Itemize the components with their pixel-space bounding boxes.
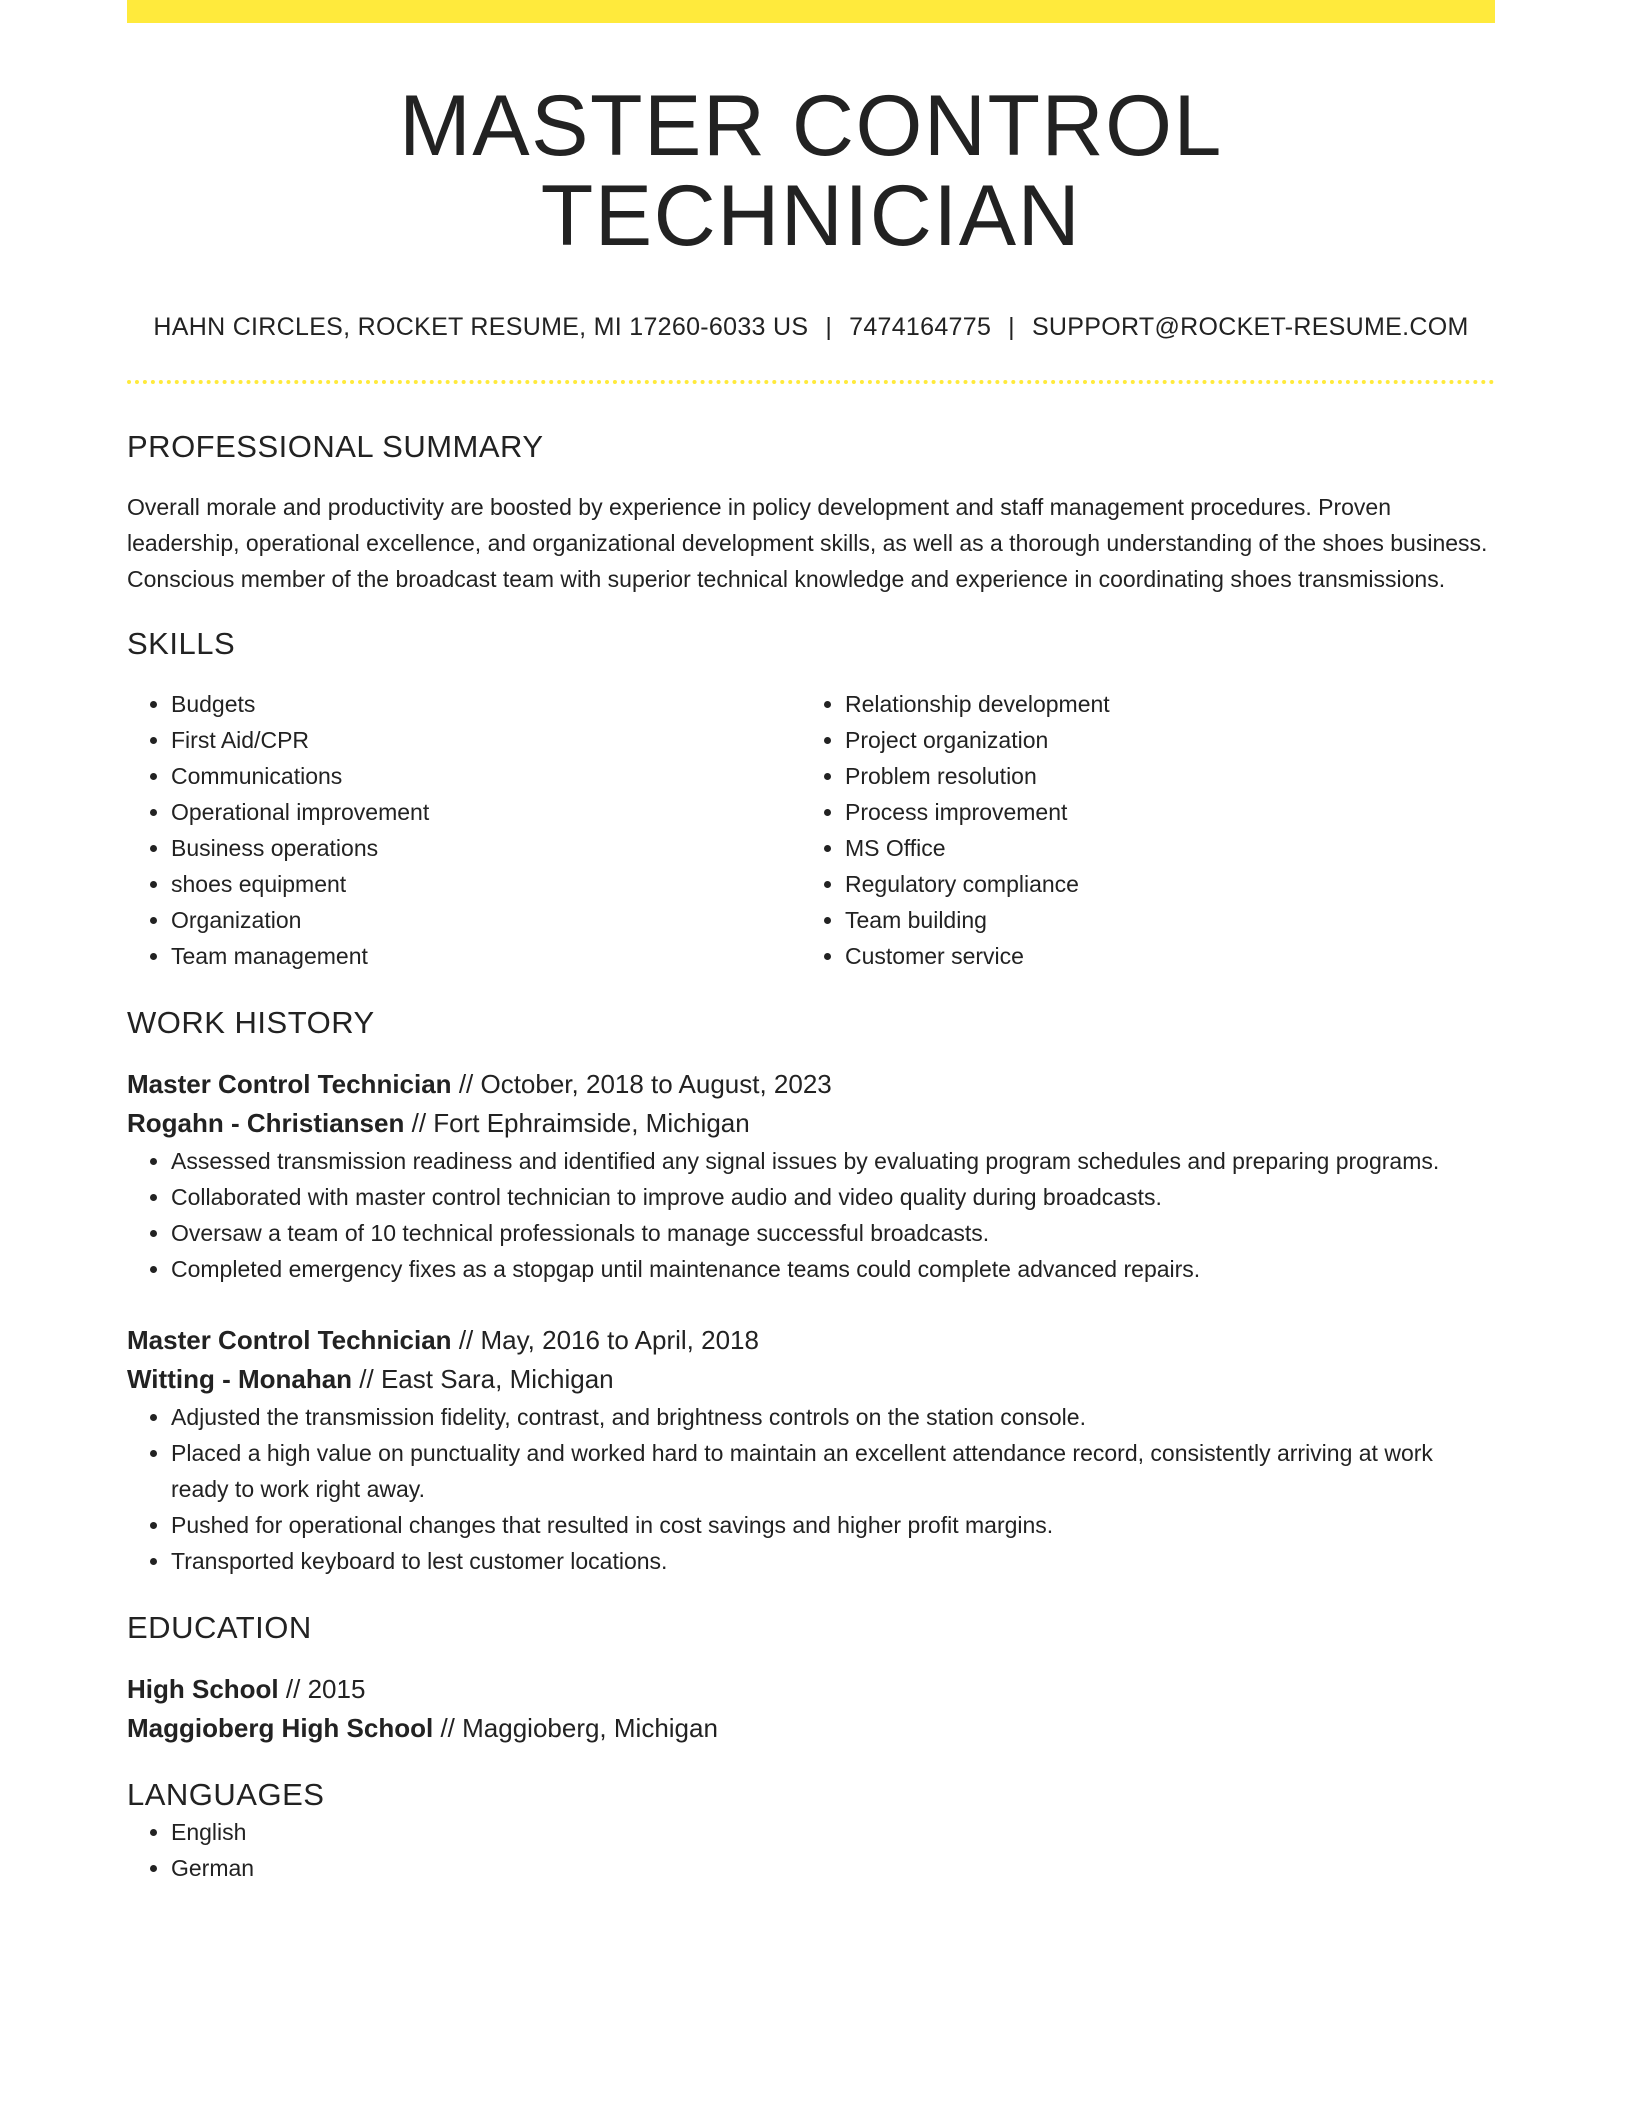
- job-position: Master Control Technician: [127, 1325, 452, 1356]
- skill-item: • Operational improvement: [171, 794, 801, 830]
- skill-item: • Communications: [171, 758, 801, 794]
- accent-top-bar: [127, 0, 1495, 23]
- work-history-heading: WORK HISTORY: [127, 1004, 375, 1040]
- job-entry: [127, 1065, 1495, 1287]
- skill-item: • Process improvement: [845, 794, 1475, 830]
- skill-item: • Team building: [845, 902, 1475, 938]
- skill-item: • First Aid/CPR: [171, 722, 801, 758]
- skill-item: • Team management: [171, 938, 801, 974]
- education-heading: EDUCATION: [127, 1610, 312, 1646]
- job-bullet: • Pushed for operational changes that resulted in cost savings and higher profit margins.: [171, 1507, 1495, 1543]
- job-bullet: • Adjusted the transmission fidelity, contrast, and brightness controls on the station console.: [171, 1399, 1495, 1435]
- job-title-line: [127, 1321, 1495, 1360]
- job-title-line: [127, 1065, 1495, 1104]
- skills-list-right: [801, 686, 1475, 974]
- summary-text: Overall morale and productivity are boosted by experience in policy development and staff management procedures. Proven leadership, operational excellence, and organizational development skills, as well as a thorough understanding of the shoes business. Conscious member of the broadcast team with superior technical knowledge and experience in coordinating shoes transmissions.: [127, 493, 1488, 592]
- language-item: • English: [171, 1814, 1495, 1850]
- contact-separator: |: [825, 312, 833, 341]
- skill-item: • Regulatory compliance: [845, 866, 1475, 902]
- skills-list-left: [127, 686, 801, 974]
- job-bullet: • Oversaw a team of 10 technical professionals to manage successful broadcasts.: [171, 1215, 1495, 1251]
- resume-page: [127, 0, 1495, 1886]
- language-item: • German: [171, 1850, 1495, 1886]
- languages-heading: LANGUAGES: [127, 1777, 325, 1813]
- job-bullet: • Assessed transmission readiness and identified any signal issues by evaluating program schedules and preparing programs.: [171, 1143, 1495, 1179]
- skill-item: • Budgets: [171, 686, 801, 722]
- education-location: // Maggioberg, Michigan: [440, 1713, 718, 1744]
- skills-columns: [127, 686, 1495, 974]
- skills-heading: SKILLS: [127, 625, 236, 661]
- education-entry: [127, 1670, 1495, 1748]
- email: SUPPORT@ROCKET-RESUME.COM: [1031, 312, 1469, 341]
- education-year: // 2015: [285, 1674, 366, 1705]
- languages-list: [127, 1814, 1495, 1886]
- education-school-line: [127, 1709, 1495, 1748]
- job-location: // East Sara, Michigan: [359, 1364, 614, 1395]
- job-bullet: • Collaborated with master control technician to improve audio and video quality during broadcasts.: [171, 1179, 1495, 1215]
- job-entry: [127, 1321, 1495, 1579]
- job-company-line: [127, 1360, 1495, 1399]
- skill-item: • Relationship development: [845, 686, 1475, 722]
- education-degree-line: [127, 1670, 1495, 1709]
- job-company: Rogahn - Christiansen: [127, 1108, 405, 1139]
- address: HAHN CIRCLES, ROCKET RESUME, MI 17260-6033 US: [153, 312, 809, 341]
- skill-item: • Project organization: [845, 722, 1475, 758]
- job-bullet: • Completed emergency fixes as a stopgap until maintenance teams could complete advanced repairs.: [171, 1251, 1495, 1287]
- job-company: Witting - Monahan: [127, 1364, 353, 1395]
- education-school: Maggioberg High School: [127, 1713, 434, 1744]
- summary-heading: PROFESSIONAL SUMMARY: [127, 428, 544, 464]
- dotted-divider: [127, 380, 1495, 384]
- job-bullet: • Transported keyboard to lest customer locations.: [171, 1543, 1495, 1579]
- job-dates: // October, 2018 to August, 2023: [458, 1069, 832, 1100]
- job-company-line: [127, 1104, 1495, 1143]
- skill-item: • MS Office: [845, 830, 1475, 866]
- job-bullets: [127, 1399, 1495, 1579]
- job-location: // Fort Ephraimside, Michigan: [411, 1108, 750, 1139]
- phone: 7474164775: [849, 312, 992, 341]
- skill-item: • Problem resolution: [845, 758, 1475, 794]
- job-position: Master Control Technician: [127, 1069, 452, 1100]
- candidate-name: MASTER CONTROL TECHNICIAN: [399, 78, 1223, 265]
- skill-item: • shoes equipment: [171, 866, 801, 902]
- contact-line: [127, 312, 1495, 342]
- education-degree: High School: [127, 1674, 279, 1705]
- job-dates: // May, 2016 to April, 2018: [458, 1325, 759, 1356]
- skill-item: • Business operations: [171, 830, 801, 866]
- job-bullet: • Placed a high value on punctuality and worked hard to maintain an excellent attendance record, consistently arriving at work ready to work right away.: [171, 1435, 1495, 1507]
- contact-separator: |: [1008, 312, 1015, 341]
- job-bullets: [127, 1143, 1495, 1287]
- skill-item: • Customer service: [845, 938, 1475, 974]
- skill-item: • Organization: [171, 902, 801, 938]
